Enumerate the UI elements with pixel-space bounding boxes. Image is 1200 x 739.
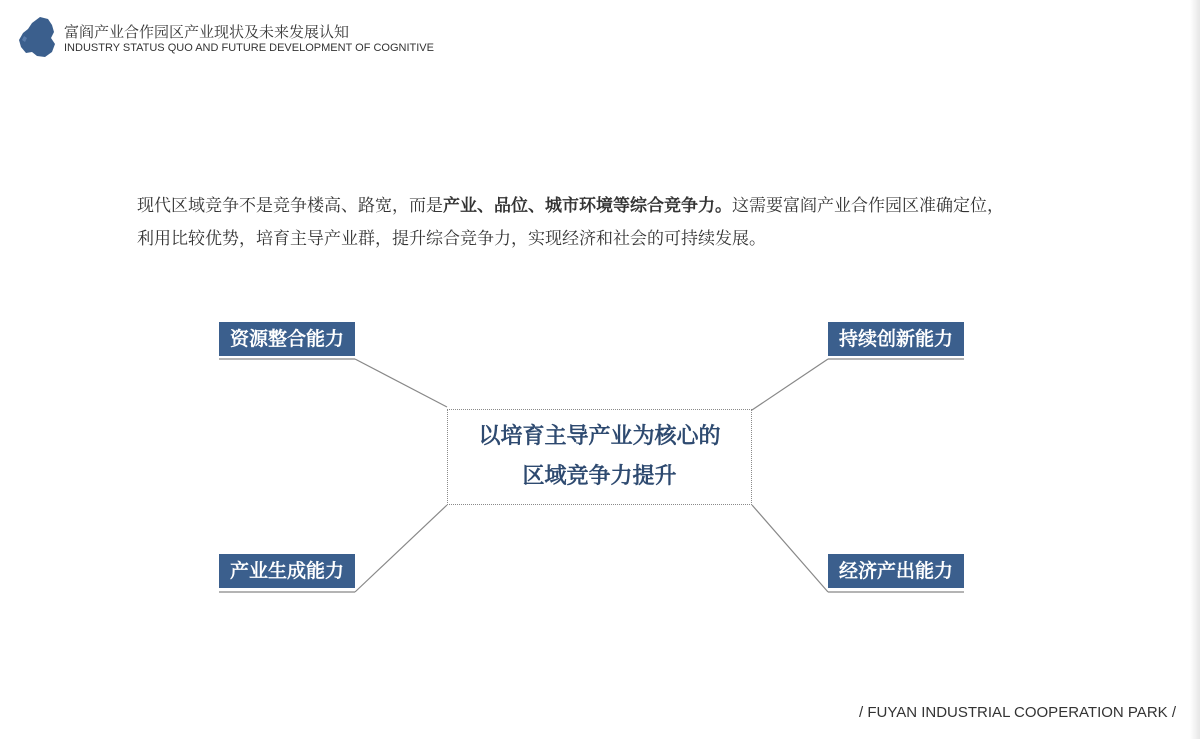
page-subtitle: INDUSTRY STATUS QUO AND FUTURE DEVELOPMENT OF COGNITIVE [64, 42, 434, 54]
connector-bottom-left [355, 505, 447, 592]
connector-top-right [752, 359, 828, 410]
center-node [447, 409, 752, 505]
page-title: 富阎产业合作园区产业现状及未来发展认知 [64, 23, 350, 41]
intro-text-a: 现代区域竞争不是竞争楼高、路宽，而是 [137, 196, 443, 216]
capability-industry-generation: 产业生成能力 [219, 554, 355, 588]
capability-continuous-innovation: 持续创新能力 [828, 322, 964, 356]
center-line-1: 以培育主导产业为核心的 [478, 424, 721, 449]
intro-text-b: 这需要富阎产业合作园区准确定位， [732, 196, 1004, 216]
capability-economic-output: 经济产出能力 [828, 554, 964, 588]
footer-tagline: / FUYAN INDUSTRIAL COOPERATION PARK / [859, 704, 1176, 721]
capability-resource-integration: 资源整合能力 [219, 322, 355, 356]
center-line-2: 区域竞争力提升 [522, 464, 677, 489]
intro-line-2: 利用比较优势，培育主导产业群，提升综合竞争力，实现经济和社会的可持续发展。 [137, 229, 766, 249]
connector-bottom-right [752, 505, 828, 592]
intro-text-bold: 产业、品位、城市环境等综合竞争力。 [443, 196, 732, 216]
connector-top-left [355, 359, 447, 407]
